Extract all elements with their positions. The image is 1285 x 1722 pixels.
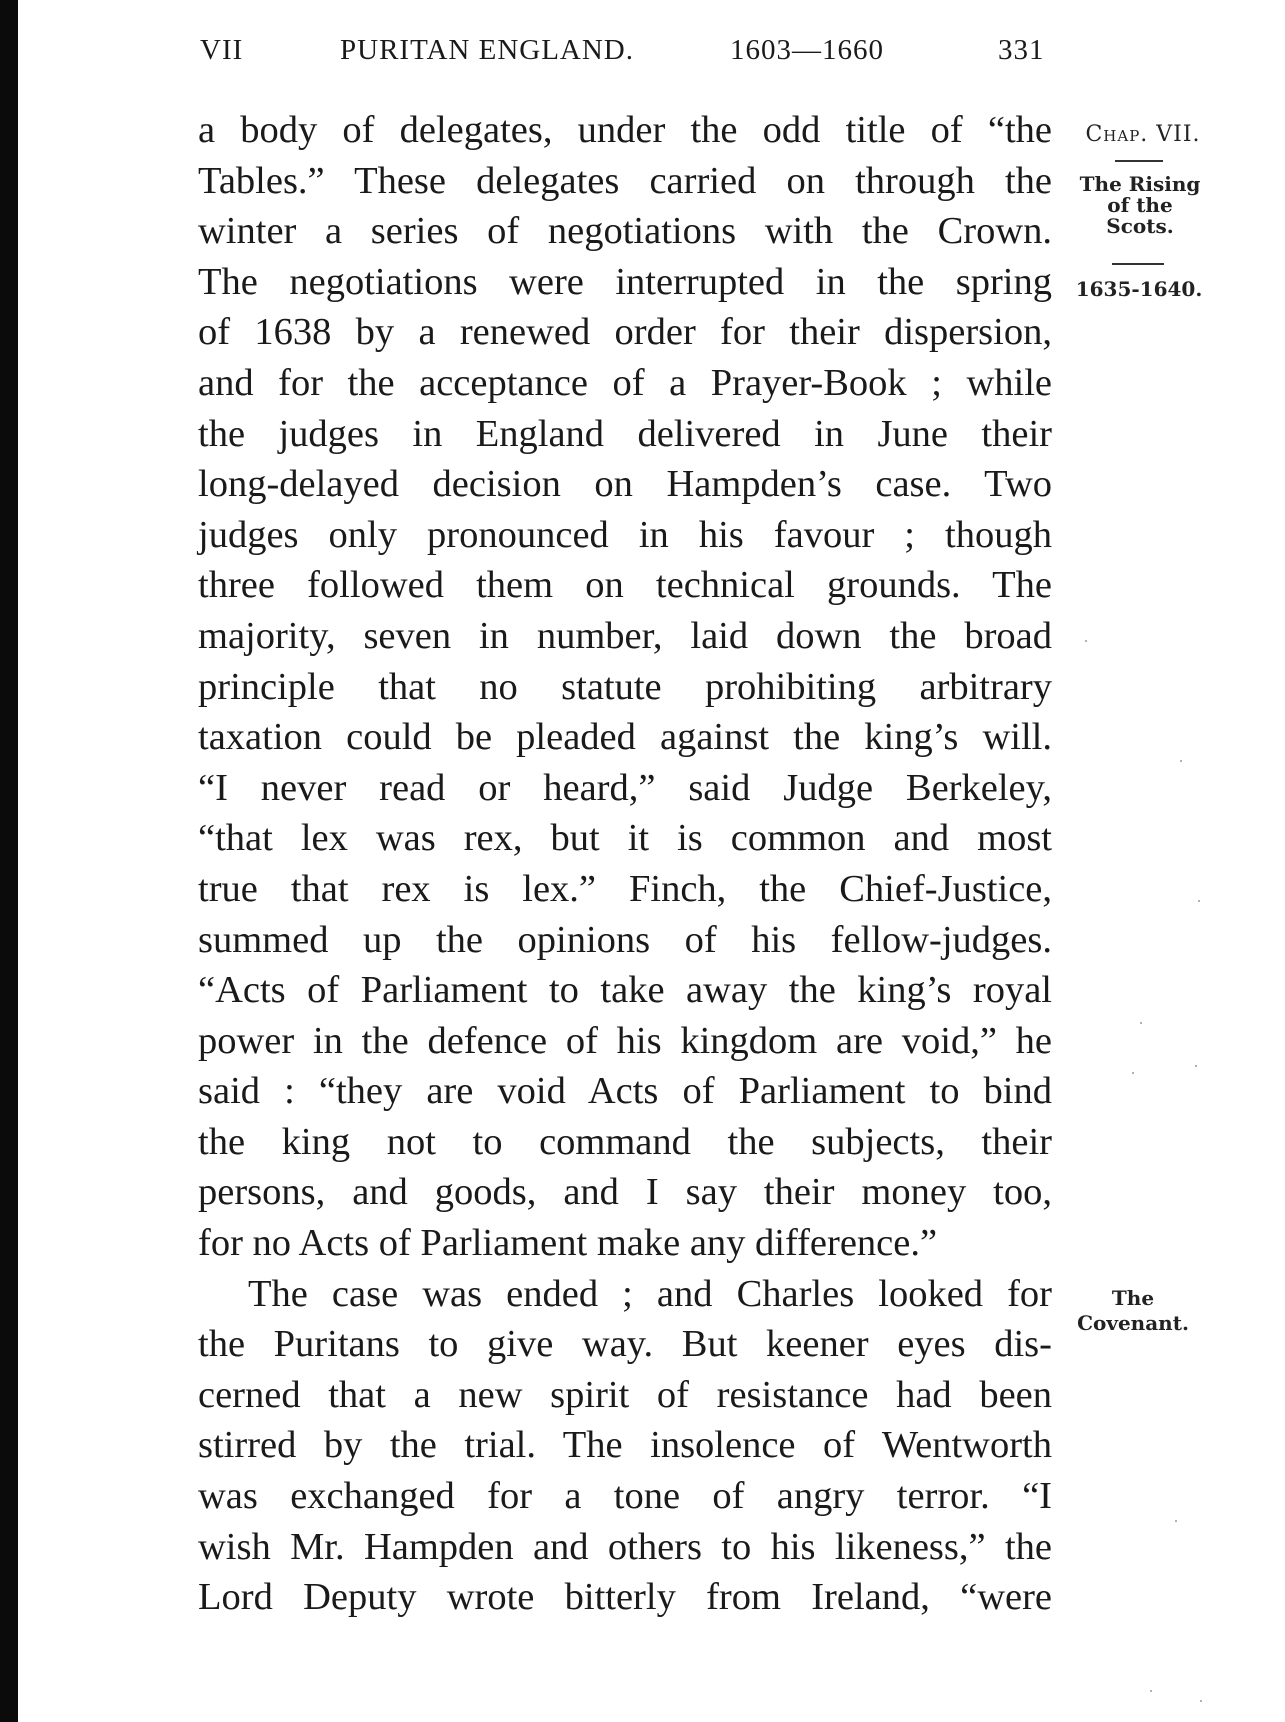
margin-note-section-line: The Rising <box>1079 172 1201 196</box>
paragraph-first-line: The case was ended ; and Charles looked for <box>248 1272 1052 1315</box>
body-line: power in the defence of his kingdom are void,” he <box>198 1019 1052 1062</box>
body-line: “that lex was rex, but it is common and most <box>198 817 1052 860</box>
body-line: judges only pronounced in his favour ; though <box>198 513 1052 556</box>
body-line: true that rex is lex.” Finch, the Chief-Justice, <box>198 867 1052 910</box>
body-line: Lord Deputy wrote bitterly from Ireland, “were <box>198 1576 1052 1619</box>
body-line: of 1638 by a renewed order for their dispersion, <box>198 311 1052 354</box>
body-line: the Puritans to give way. But keener eyes dis- <box>198 1323 1052 1366</box>
body-line: for no Acts of Parliament make any difference.” <box>198 1222 938 1265</box>
body-line: the king not to command the subjects, their <box>198 1120 1052 1163</box>
body-line: Tables.” These delegates carried on through the <box>198 159 1052 202</box>
body-line: a body of delegates, under the odd title of “the <box>198 109 1052 151</box>
running-head <box>200 34 1050 74</box>
margin-note-section-line: of the <box>1107 193 1173 217</box>
body-line: long-delayed decision on Hampden’s case. Two <box>198 463 1052 506</box>
body-line: majority, seven in number, laid down the broad <box>198 614 1052 657</box>
body-line: principle that no statute prohibiting arbitrary <box>198 665 1052 708</box>
body-line: taxation could be pleaded against the king’s will. <box>198 716 1052 759</box>
paper-speck <box>1198 900 1200 902</box>
body-line: said : “they are void Acts of Parliament to bind <box>198 1070 1052 1113</box>
running-head-chapter: VII <box>200 34 244 66</box>
paper-speck <box>1132 1072 1134 1074</box>
body-line: and for the acceptance of a Prayer-Book ; while <box>198 361 1052 404</box>
body-line: The negotiations were interrupted in the spring <box>198 260 1052 303</box>
paper-speck <box>1150 1690 1152 1692</box>
body-line: persons, and goods, and I say their money too, <box>198 1171 1052 1214</box>
paper-speck <box>1200 1700 1202 1702</box>
body-line: winter a series of negotiations with the Crown. <box>198 210 1052 253</box>
running-head-dates: 1603—1660 <box>730 34 884 66</box>
page-binding-edge <box>0 0 18 1722</box>
body-line: wish Mr. Hampden and others to his likeness,” the <box>198 1525 1052 1568</box>
body-line: the judges in England delivered in June their <box>198 412 1052 455</box>
page-number: 331 <box>998 34 1045 66</box>
margin-note-covenant <box>1068 1286 1198 1336</box>
paper-speck <box>1180 760 1182 762</box>
paper-speck <box>1195 1065 1197 1067</box>
margin-note-covenant-line: The <box>1111 1286 1155 1310</box>
body-text <box>198 105 1052 1623</box>
body-line: three followed them on technical grounds. The <box>198 564 1052 607</box>
margin-rule <box>1115 160 1163 162</box>
body-line: “I never read or heard,” said Judge Berkeley, <box>198 766 1052 809</box>
margin-note-chapter: Chap. VII. <box>1085 122 1201 147</box>
margin-note-covenant-line: Covenant. <box>1077 1311 1189 1335</box>
paper-speck <box>1085 640 1087 642</box>
margin-note-years: 1635-1640. <box>1075 277 1203 301</box>
margin-rule <box>1112 263 1164 265</box>
body-line: cerned that a new spirit of resistance had been <box>198 1373 1052 1416</box>
margin-note-section <box>1066 174 1214 237</box>
body-line: was exchanged for a tone of angry terror. “I <box>198 1475 1052 1518</box>
paper-speck <box>1140 1022 1142 1024</box>
body-line: “Acts of Parliament to take away the king’s royal <box>198 969 1052 1012</box>
body-line: summed up the opinions of his fellow-judges. <box>198 918 1052 961</box>
running-head-title: PURITAN ENGLAND. <box>340 34 634 66</box>
body-line: stirred by the trial. The insolence of Wentworth <box>198 1424 1052 1467</box>
paper-speck <box>1175 1520 1177 1522</box>
margin-note-section-line: Scots. <box>1106 214 1174 238</box>
